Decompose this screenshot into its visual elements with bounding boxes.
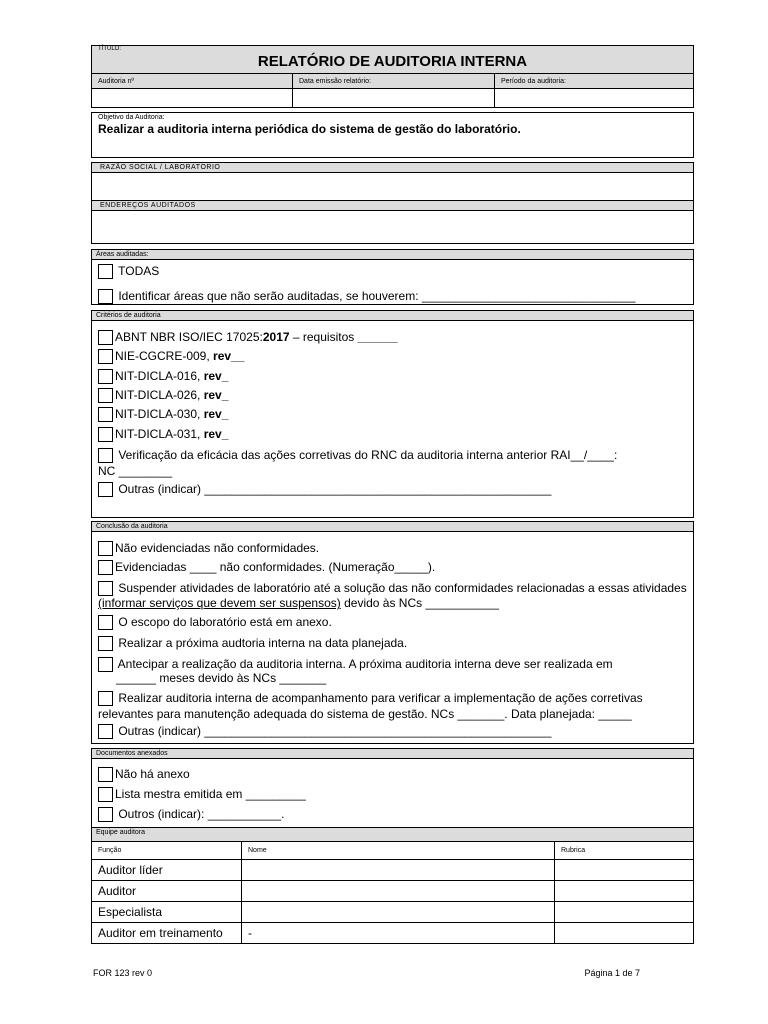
checkbox[interactable] (98, 407, 113, 422)
iso-prefix: ABNT NBR ISO/IEC 17025: (115, 330, 263, 344)
criteria-item (98, 349, 244, 364)
criteria-rev: rev_ (203, 407, 229, 421)
criteria-rev: rev_ (203, 388, 229, 402)
field-label-audit-period: Período da auditoria: (495, 74, 694, 89)
table-row (92, 881, 694, 902)
razao-social-input[interactable] (92, 173, 693, 201)
field-label-audit-number: Auditoria nº (92, 74, 293, 89)
checkbox[interactable] (98, 541, 113, 556)
conclusion-text-underlined: (informar serviços que devem ser suspensos) (98, 596, 341, 611)
checkbox[interactable] (98, 787, 113, 802)
checkbox[interactable] (98, 448, 113, 463)
title-bar (92, 46, 693, 74)
conclusion-item (98, 560, 435, 575)
objective-label: Objetivo da Auditoria: (98, 114, 165, 121)
team-rubrica-input[interactable] (555, 881, 694, 902)
conclusion-text: devido às NCs ___________ (340, 596, 499, 611)
conclusion-item (98, 541, 319, 556)
form-code: FOR 123 rev 0 (93, 968, 153, 978)
criteria-item-verification (98, 448, 617, 463)
enderecos-input[interactable] (92, 211, 693, 237)
documents-section (91, 748, 694, 944)
team-role: Especialista (92, 902, 242, 923)
areas-label: Áreas auditadas: (92, 250, 693, 260)
checkbox[interactable] (98, 427, 113, 442)
team-name-input[interactable]: - (242, 923, 555, 944)
audit-number-input[interactable] (92, 89, 293, 108)
checkbox[interactable] (98, 615, 113, 630)
others-text: Outras (indicar) ____________________________________________________ (118, 482, 552, 496)
area-item-identify (98, 289, 635, 304)
checkbox[interactable] (98, 330, 113, 345)
checkbox[interactable] (98, 691, 113, 706)
criteria-section (91, 310, 694, 518)
criteria-rev: rev_ (203, 427, 229, 441)
conclusion-text: O escopo do laboratório está em anexo. (118, 615, 332, 629)
iso-blank: ______ (357, 330, 398, 344)
team-name-input[interactable] (242, 860, 555, 881)
conclusion-text: Evidenciadas ____ não conformidades. (Numeração_____). (115, 560, 436, 574)
criteria-code: NIT-DICLA-026, (115, 388, 204, 402)
team-section (91, 827, 694, 944)
criteria-item (98, 388, 228, 403)
iso-suffix: – requisitos (289, 330, 358, 344)
checkbox[interactable] (98, 388, 113, 403)
title-section (91, 45, 694, 108)
criteria-code: NIE-CGCRE-009, (115, 349, 214, 363)
team-table (91, 841, 694, 944)
team-rubrica-input[interactable] (555, 923, 694, 944)
documents-label: Documentos anexados (92, 749, 693, 759)
criteria-code: NIT-DICLA-031, (115, 427, 204, 441)
team-label: Equipe auditora (91, 827, 694, 842)
criteria-code: NIT-DICLA-016, (115, 369, 204, 383)
checkbox[interactable] (98, 560, 113, 575)
checkbox[interactable] (98, 264, 113, 279)
objective-text: Realizar a auditoria interna periódica do sistema de gestão do laboratório. (98, 122, 521, 136)
checkbox[interactable] (98, 636, 113, 651)
document-text: Lista mestra emitida em _________ (115, 787, 306, 801)
conclusion-item (98, 615, 332, 630)
razao-social-label: RAZÃO SOCIAL / LABORATÓRIO (92, 163, 693, 173)
team-rubrica-input[interactable] (555, 860, 694, 881)
document-text: Outros (indicar): ___________. (118, 807, 285, 821)
company-section (91, 162, 694, 244)
team-rubrica-input[interactable] (555, 902, 694, 923)
checkbox[interactable] (98, 807, 113, 822)
criteria-rev: rev_ (203, 369, 229, 383)
table-row (92, 902, 694, 923)
table-row (92, 923, 694, 944)
checkbox[interactable] (98, 349, 113, 364)
checkbox[interactable] (98, 767, 113, 782)
report-date-input[interactable] (293, 89, 495, 108)
table-row (92, 860, 694, 881)
team-name-input[interactable] (242, 902, 555, 923)
team-role: Auditor líder (92, 860, 242, 881)
criteria-code: NIT-DICLA-030, (115, 407, 204, 421)
area-item-todas (98, 264, 159, 279)
criteria-item (98, 369, 228, 384)
checkbox[interactable] (98, 369, 113, 384)
document-text: Não há anexo (115, 767, 190, 781)
conclusion-label: Conclusão da auditoria (92, 522, 693, 532)
iso-year: 2017 (262, 330, 290, 344)
checkbox[interactable] (98, 724, 113, 739)
title-label: TÍTULO: (98, 46, 122, 52)
conclusion-text: Suspender atividades de laboratório até a solução das não conformidades relacionadas a essas atividades (118, 581, 687, 595)
objective-section (91, 112, 694, 158)
field-label-report-date: Data emissão relatório: (293, 74, 495, 89)
conclusion-text: Realizar auditoria interna de acompanhamento para verificar a implementação de ações corretivas (118, 691, 643, 705)
area-item-label: TODAS (118, 264, 160, 278)
team-role: Auditor (92, 881, 242, 902)
checkbox[interactable] (98, 289, 113, 304)
document-item (98, 767, 190, 782)
conclusion-section (91, 521, 694, 744)
team-column-header: Nome (242, 842, 555, 860)
conclusion-text: Não evidenciadas não conformidades. (115, 541, 320, 555)
conclusion-text: relevantes para manutenção adequada do sistema de gestão. NCs _______. Data planejada: _____ (98, 707, 632, 721)
conclusion-item-suspend (98, 581, 687, 611)
team-column-header: Função (92, 842, 242, 860)
page-number: Página 1 de 7 (584, 968, 640, 978)
header-fields (91, 73, 694, 108)
conclusion-text: Outras (indicar) ____________________________________________________ (118, 724, 552, 738)
page-title: RELATÓRIO DE AUDITORIA INTERNA (257, 53, 528, 70)
team-role: Auditor em treinamento (92, 923, 242, 944)
criteria-item (98, 427, 228, 442)
document-item (98, 807, 284, 822)
team-column-header: Rubrica (555, 842, 694, 860)
enderecos-label: ENDEREÇOS AUDITADOS (92, 201, 693, 211)
audit-period-input[interactable] (495, 89, 694, 108)
areas-section (91, 249, 694, 305)
criteria-rev: rev__ (213, 349, 245, 363)
criteria-item-iso (98, 330, 398, 345)
checkbox[interactable] (98, 482, 113, 497)
conclusion-item-others (98, 724, 551, 739)
conclusion-item (98, 636, 407, 651)
criteria-label: Critérios de auditoria (92, 311, 693, 321)
checkbox[interactable] (98, 581, 113, 596)
team-name-input[interactable] (242, 881, 555, 902)
area-item-label: Identificar áreas que não serão auditadas, se houverem: ________________________________ (118, 289, 636, 303)
verification-text: Verificação da eficácia das ações corretivas do RNC da auditoria interna anterior RAI__/____: (118, 448, 618, 462)
conclusion-text: Realizar a próxima audtoria interna na data planejada. (118, 636, 408, 650)
criteria-item (98, 407, 228, 422)
conclusion-text: Antecipar a realização da auditoria interna. A próxima auditoria interna deve ser realizada em (117, 657, 613, 671)
document-item (98, 787, 306, 802)
verification-nc: NC ________ (98, 464, 173, 478)
conclusion-item-followup (98, 691, 643, 706)
criteria-item-others (98, 482, 551, 497)
checkbox[interactable] (98, 657, 113, 672)
conclusion-text: ______ meses devido às NCs _______ (116, 671, 327, 685)
